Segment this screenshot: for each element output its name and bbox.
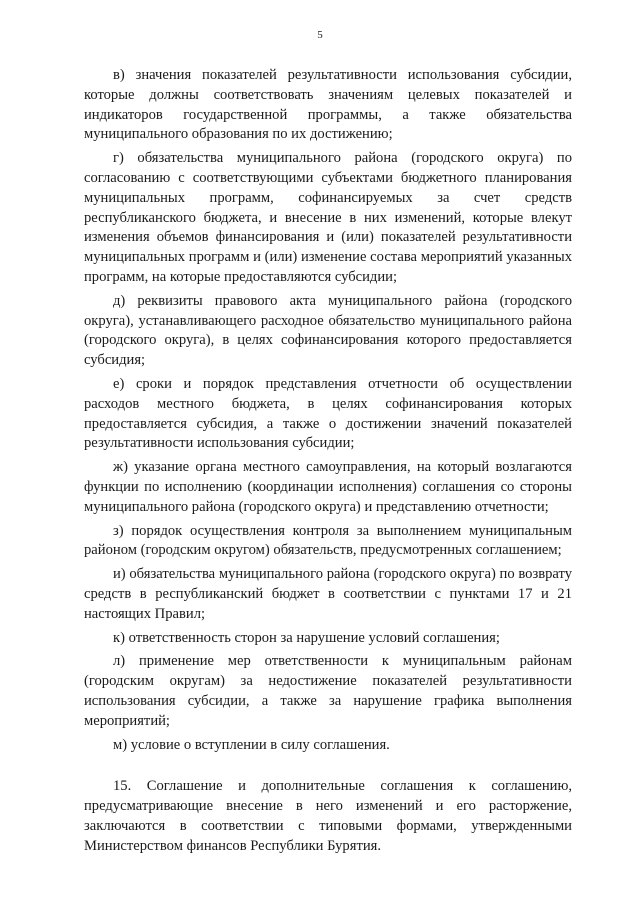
clause-v: в) значения показателей результативности использования субсидии, которые должны соответствовать значениям целевых показателей и индикаторов государственной программы, а также обязательства муниципального образования по их достижению; <box>84 67 572 143</box>
clause-z: з) порядок осуществления контроля за выполнением муниципальным районом (городским округом) обязательств, предусмотренных соглашением; <box>84 522 572 559</box>
clause-k: к) ответственность сторон за нарушение условий соглашения; <box>113 629 500 646</box>
clause-d: д) реквизиты правового акта муниципального района (городского округа), устанавливающего расходное обязательство муниципального района (городского округа), в целях софинансирования которого предоставляется субсидия; <box>84 292 572 369</box>
page-number: 5 <box>317 29 323 41</box>
clause-g: г) обязательства муниципального района (городского округа) по согласованию с соответствующими субъектами бюджетного планирования муниципальных программ, софинансируемых за счет средств республиканского бюджета, и внесение в них изменений, которые влекут изменения объемов финансирования и (или) показателей результативности муниципальных программ и (или) изменение состава мероприятий указанных программ, на которые предоставляются субсидии; <box>84 150 572 285</box>
document-body <box>84 66 572 860</box>
clause-e: е) сроки и порядок представления отчетности об осуществлении расходов местного бюджета, в целях софинансирования которых предоставляется субсидия, а также о достижении значений показателей результативности использования субсидии; <box>84 375 572 452</box>
clause-m: м) условие о вступлении в силу соглашения. <box>113 736 390 753</box>
section-15: 15. Соглашение и дополнительные соглашения к соглашению, предусматривающие внесение в него изменений и его расторжение, заключаются в соответствии с типовыми формами, утвержденными Министерством финансов Республики Бурятия. <box>84 778 572 854</box>
clause-zh: ж) указание органа местного самоуправления, на который возлагаются функции по исполнению (координации исполнения) соглашения со стороны муниципального района (городского округа) и представлению отчетности; <box>84 459 572 515</box>
clause-l: л) применение мер ответственности к муниципальным районам (городским округам) за недостижение показателей результативности использования субсидии, а также за нарушение графика выполнения мероприятий; <box>84 653 572 729</box>
clause-i: и) обязательства муниципального района (городского округа) по возврату средств в республиканский бюджет в соответствии с пунктами 17 и 21 настоящих Правил; <box>84 566 572 622</box>
